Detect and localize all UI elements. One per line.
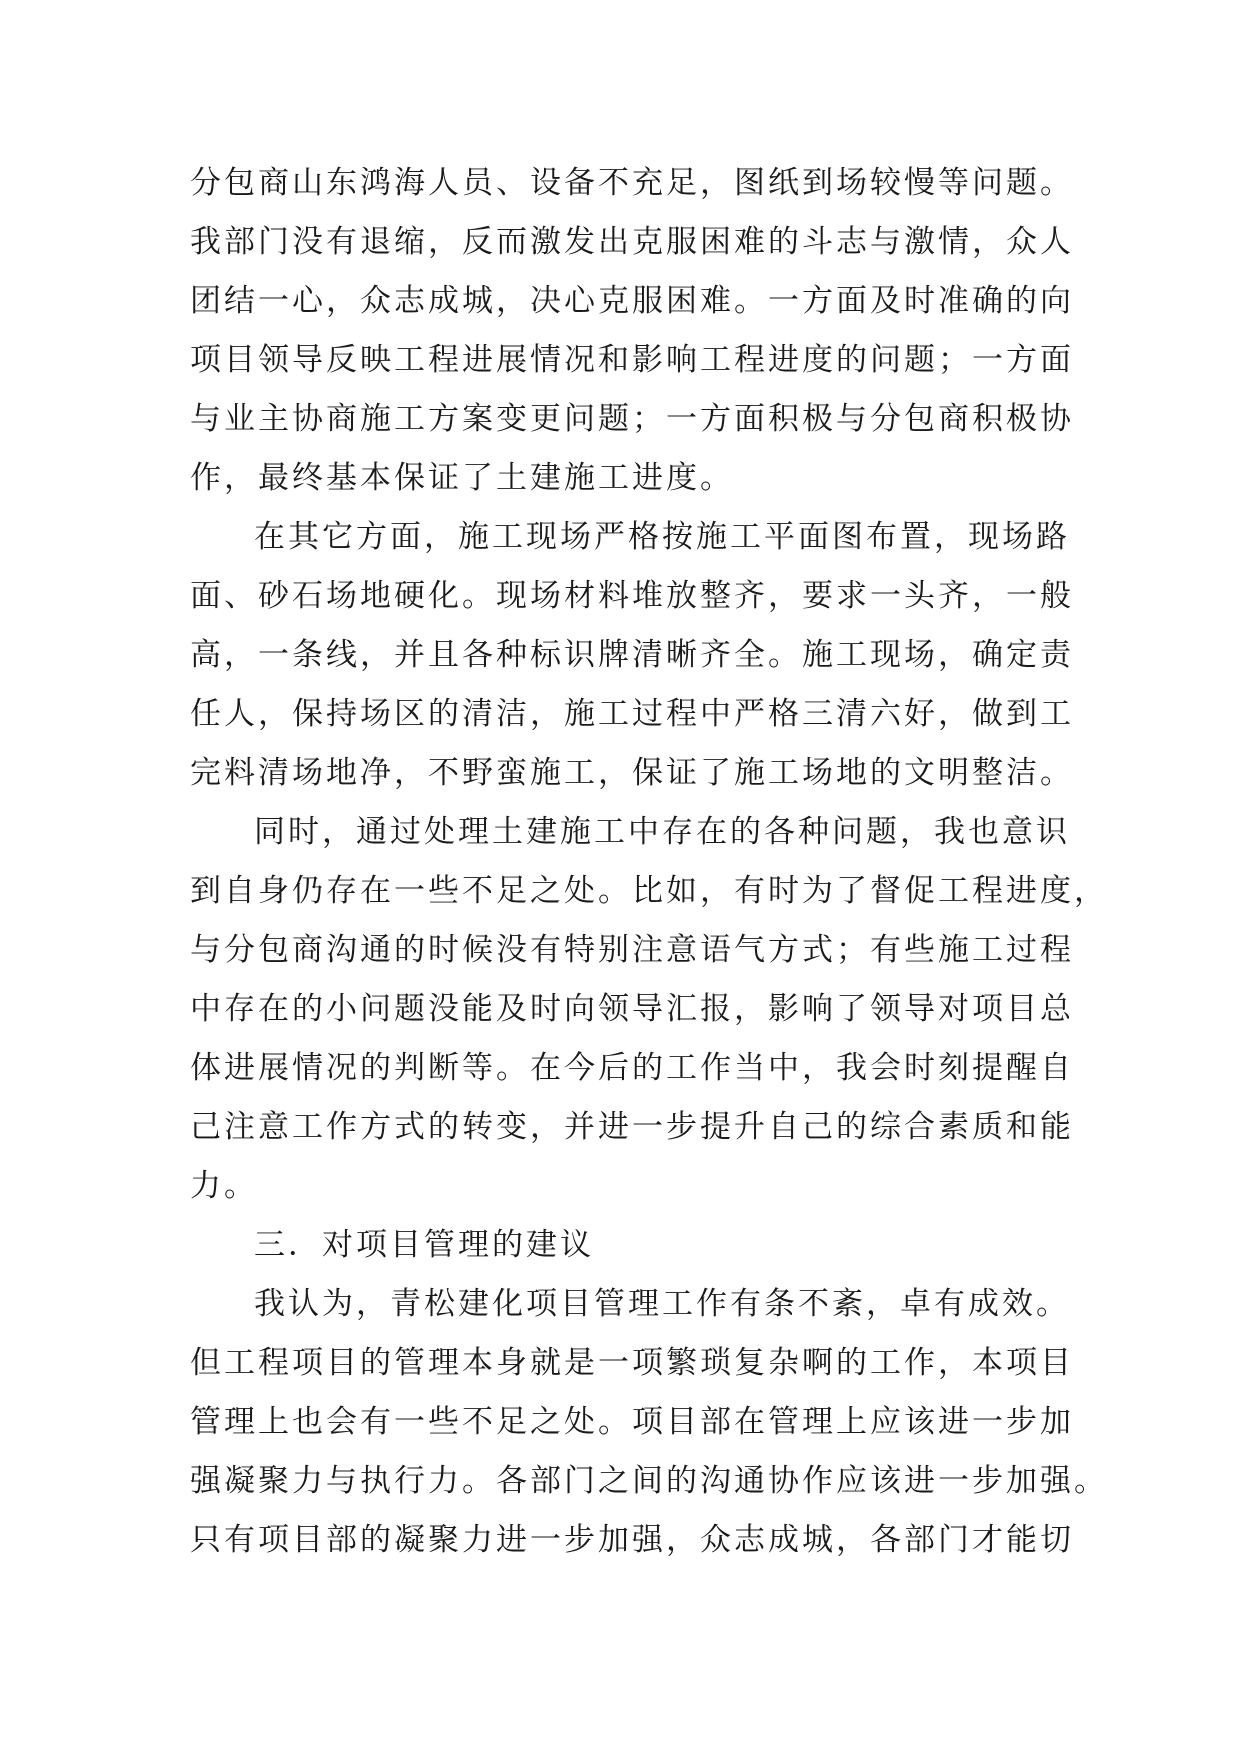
- text-line: 己注意工作方式的转变，并进一步提升自己的综合素质和能: [190, 1109, 1074, 1145]
- text-line: 完料清场地净，不野蛮施工，保证了施工场地的文明整洁。: [190, 755, 1074, 791]
- text-line: 力。: [190, 1168, 258, 1204]
- text-line: 任人，保持场区的清洁，施工过程中严格三清六好，做到工: [190, 696, 1074, 732]
- text-line: 我认为，青松建化项目管理工作有条不紊，卓有成效。: [254, 1286, 1070, 1322]
- text-line: 但工程项目的管理本身就是一项繁琐复杂啊的工作，本项目: [190, 1345, 1074, 1381]
- document-body: [190, 154, 1108, 1570]
- text-line: 高，一条线，并且各种标识牌清晰齐全。施工现场，确定责: [190, 637, 1074, 673]
- text-line: 面、砂石场地硬化。现场材料堆放整齐，要求一头齐，一般: [190, 578, 1074, 614]
- text-line: 作，最终基本保证了土建施工进度。: [190, 460, 734, 496]
- text-line: 与业主协商施工方案变更问题；一方面积极与分包商积极协: [190, 401, 1074, 437]
- text-line: 体进展情况的判断等。在今后的工作当中，我会时刻提醒自: [190, 1050, 1074, 1086]
- text-line: 到自身仍存在一些不足之处。比如，有时为了督促工程进度，: [190, 873, 1108, 909]
- text-line: 团结一心，众志成城，决心克服困难。一方面及时准确的向: [190, 283, 1074, 319]
- text-line: 三．对项目管理的建议: [254, 1227, 594, 1263]
- text-line: 只有项目部的凝聚力进一步加强，众志成城，各部门才能切: [190, 1522, 1074, 1558]
- text-line: 管理上也会有一些不足之处。项目部在管理上应该进一步加: [190, 1404, 1074, 1440]
- text-line: 在其它方面，施工现场严格按施工平面图布置，现场路: [254, 519, 1070, 555]
- text-line: 同时，通过处理土建施工中存在的各种问题，我也意识: [254, 814, 1070, 850]
- text-line: 我部门没有退缩，反而激发出克服困难的斗志与激情，众人: [190, 224, 1074, 260]
- text-line: 与分包商沟通的时候没有特别注意语气方式；有些施工过程: [190, 932, 1074, 968]
- text-line: 项目领导反映工程进展情况和影响工程进度的问题；一方面: [190, 342, 1074, 378]
- text-line: 分包商山东鸿海人员、设备不充足，图纸到场较慢等问题。: [190, 165, 1074, 201]
- text-line: 中存在的小问题没能及时向领导汇报，影响了领导对项目总: [190, 991, 1074, 1027]
- text-line: 强凝聚力与执行力。各部门之间的沟通协作应该进一步加强。: [190, 1463, 1108, 1499]
